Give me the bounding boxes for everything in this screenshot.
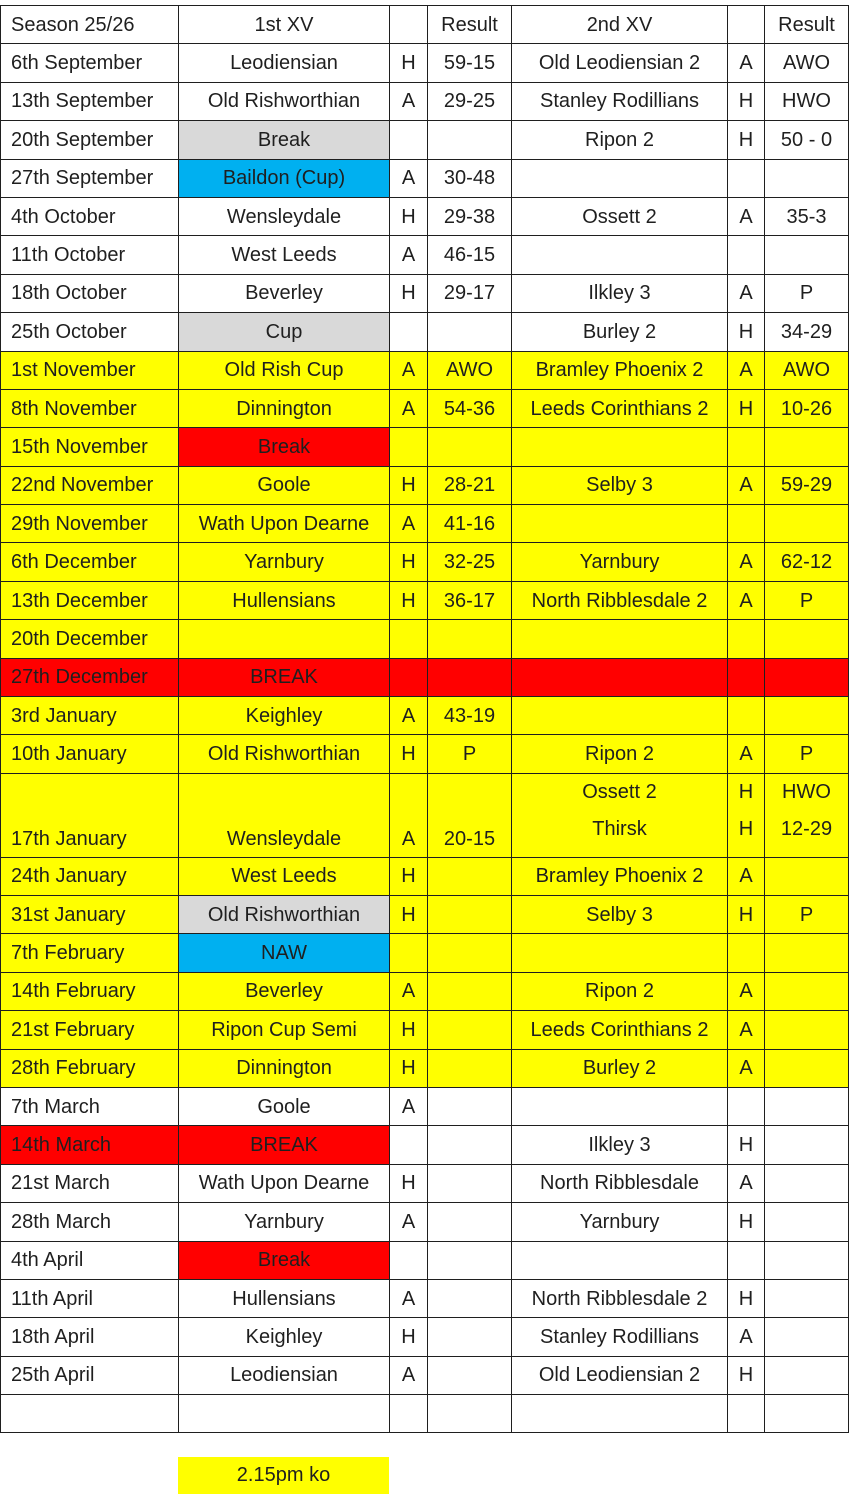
first-xv-opponent: Wath Upon Dearne — [179, 505, 390, 543]
second-xv-home-away: A — [728, 1049, 765, 1087]
first-xv-opponent: Ripon Cup Semi — [179, 1011, 390, 1049]
first-xv-home-away: A — [390, 972, 428, 1010]
fixture-row — [1, 896, 849, 934]
fixture-row — [1, 313, 849, 351]
first-xv-home-away: A — [390, 773, 428, 857]
second-xv-home-away — [728, 236, 765, 274]
second-xv-result — [765, 697, 849, 735]
first-xv-home-away: A — [390, 1279, 428, 1317]
second-xv-opponent: Leeds Corinthians 2 — [512, 1011, 728, 1049]
fixture-date: 20th December — [1, 620, 179, 658]
fixture-row — [1, 274, 849, 312]
second-xv-home-away — [728, 934, 765, 972]
second-xv-result — [765, 505, 849, 543]
second-xv-result — [765, 1049, 849, 1087]
second-xv-home-away: H — [728, 1356, 765, 1394]
first-xv-home-away — [390, 428, 428, 466]
second-xv-home-away: A — [728, 466, 765, 504]
fixture-date: 13th September — [1, 82, 179, 120]
first-xv-result: 41-16 — [428, 505, 512, 543]
header-2nd-xv: 2nd XV — [512, 6, 728, 44]
first-xv-result: 30-48 — [428, 159, 512, 197]
second-xv-result: 50 - 0 — [765, 121, 849, 159]
second-xv-result — [765, 1395, 849, 1433]
second-xv-home-away: H — [728, 121, 765, 159]
first-xv-home-away: H — [390, 274, 428, 312]
second-xv-opponent — [512, 620, 728, 658]
first-xv-opponent: Yarnbury — [179, 543, 390, 581]
first-xv-opponent: West Leeds — [179, 236, 390, 274]
first-xv-result — [428, 1241, 512, 1279]
fixture-row — [1, 934, 849, 972]
second-xv-result: 35-3 — [765, 197, 849, 235]
first-xv-result: 28-21 — [428, 466, 512, 504]
first-xv-opponent: Break — [179, 121, 390, 159]
first-xv-home-away: A — [390, 1203, 428, 1241]
second-xv-opponent: Stanley Rodillians — [512, 82, 728, 120]
second-xv-home-away: A — [728, 543, 765, 581]
first-xv-home-away — [390, 313, 428, 351]
first-xv-result — [428, 896, 512, 934]
first-xv-result: 29-25 — [428, 82, 512, 120]
first-xv-home-away: H — [390, 1011, 428, 1049]
second-xv-home-away: A — [728, 1318, 765, 1356]
first-xv-opponent: Cup — [179, 313, 390, 351]
second-xv-home-away-line-1: H — [738, 780, 754, 803]
second-xv-opponent: North Ribblesdale — [512, 1164, 728, 1202]
fixture-row — [1, 121, 849, 159]
first-xv-opponent: Goole — [179, 466, 390, 504]
first-xv-opponent: Leodiensian — [179, 1356, 390, 1394]
first-xv-result: 36-17 — [428, 581, 512, 619]
second-xv-opponent: Ripon 2 — [512, 735, 728, 773]
first-xv-opponent: Beverley — [179, 274, 390, 312]
first-xv-result: P — [428, 735, 512, 773]
first-xv-result — [428, 658, 512, 696]
second-xv-home-away: A — [728, 351, 765, 389]
second-xv-home-away — [728, 1395, 765, 1433]
second-xv-opponent-line-2: Thirsk — [592, 817, 647, 840]
second-xv-opponent: Ripon 2 — [512, 121, 728, 159]
first-xv-home-away — [390, 121, 428, 159]
fixture-row — [1, 505, 849, 543]
second-xv-opponent: Yarnbury — [512, 543, 728, 581]
fixture-date: 24th January — [1, 857, 179, 895]
fixture-row — [1, 197, 849, 235]
fixtures-table — [0, 5, 849, 1433]
second-xv-home-away — [728, 1241, 765, 1279]
first-xv-result — [428, 1356, 512, 1394]
first-xv-opponent: Old Rishworthian — [179, 82, 390, 120]
first-xv-opponent: Beverley — [179, 972, 390, 1010]
second-xv-result: P — [765, 274, 849, 312]
first-xv-home-away: A — [390, 1087, 428, 1125]
second-xv-home-away — [728, 428, 765, 466]
fixture-date: 4th October — [1, 197, 179, 235]
kickoff-key: 2.15pm ko — [178, 1457, 389, 1494]
second-xv-result — [765, 773, 849, 857]
fixture-date: 20th September — [1, 121, 179, 159]
first-xv-opponent: Keighley — [179, 697, 390, 735]
first-xv-opponent — [179, 620, 390, 658]
header-2nd-result: Result — [765, 6, 849, 44]
second-xv-home-away: A — [728, 581, 765, 619]
fixture-row — [1, 581, 849, 619]
second-xv-home-away: A — [728, 197, 765, 235]
fixture-row — [1, 1356, 849, 1394]
fixture-date: 27th September — [1, 159, 179, 197]
first-xv-home-away: H — [390, 735, 428, 773]
second-xv-home-away: H — [728, 1203, 765, 1241]
first-xv-home-away: H — [390, 197, 428, 235]
fixture-row — [1, 82, 849, 120]
first-xv-result — [428, 1126, 512, 1164]
fixture-row — [1, 697, 849, 735]
second-xv-result — [765, 857, 849, 895]
first-xv-result — [428, 1395, 512, 1433]
second-xv-result — [765, 159, 849, 197]
fixture-date: 21st February — [1, 1011, 179, 1049]
second-xv-result — [765, 428, 849, 466]
second-xv-opponent: Yarnbury — [512, 1203, 728, 1241]
first-xv-home-away: A — [390, 697, 428, 735]
first-xv-result — [428, 313, 512, 351]
second-xv-opponent — [512, 428, 728, 466]
second-xv-result — [765, 1087, 849, 1125]
first-xv-opponent: NAW — [179, 934, 390, 972]
fixture-row — [1, 1279, 849, 1317]
fixture-row — [1, 389, 849, 427]
fixture-row — [1, 1049, 849, 1087]
fixture-row — [1, 351, 849, 389]
first-xv-home-away: A — [390, 236, 428, 274]
fixture-row — [1, 236, 849, 274]
first-xv-home-away: A — [390, 351, 428, 389]
second-xv-result: 62-12 — [765, 543, 849, 581]
second-xv-result: 34-29 — [765, 313, 849, 351]
fixture-row — [1, 658, 849, 696]
first-xv-opponent: BREAK — [179, 658, 390, 696]
second-xv-result: HWO — [765, 82, 849, 120]
second-xv-opponent: Old Leodiensian 2 — [512, 44, 728, 82]
second-xv-opponent: Bramley Phoenix 2 — [512, 351, 728, 389]
second-xv-result — [765, 1126, 849, 1164]
second-xv-opponent: Old Leodiensian 2 — [512, 1356, 728, 1394]
second-xv-home-away — [728, 773, 765, 857]
first-xv-home-away: H — [390, 1049, 428, 1087]
second-xv-home-away-line-2: H — [738, 817, 754, 840]
second-xv-result-line-2: 12-29 — [780, 817, 833, 840]
first-xv-opponent — [179, 1395, 390, 1433]
fixture-date: 17th January — [1, 773, 179, 857]
fixture-row — [1, 44, 849, 82]
first-xv-result — [428, 1164, 512, 1202]
second-xv-result — [765, 1279, 849, 1317]
first-xv-home-away — [390, 658, 428, 696]
first-xv-home-away — [390, 620, 428, 658]
fixture-row — [1, 1203, 849, 1241]
fixture-row — [1, 1087, 849, 1125]
first-xv-opponent: Wath Upon Dearne — [179, 1164, 390, 1202]
fixture-date: 31st January — [1, 896, 179, 934]
second-xv-result — [765, 1203, 849, 1241]
first-xv-home-away: H — [390, 466, 428, 504]
first-xv-home-away: A — [390, 389, 428, 427]
fixture-date: 25th October — [1, 313, 179, 351]
first-xv-home-away: H — [390, 543, 428, 581]
second-xv-result — [765, 1164, 849, 1202]
second-xv-opponent: Selby 3 — [512, 896, 728, 934]
second-xv-home-away: A — [728, 735, 765, 773]
fixture-date: 8th November — [1, 389, 179, 427]
fixture-date: 22nd November — [1, 466, 179, 504]
first-xv-result — [428, 1203, 512, 1241]
first-xv-home-away: H — [390, 581, 428, 619]
second-xv-home-away — [728, 159, 765, 197]
first-xv-home-away: H — [390, 44, 428, 82]
first-xv-opponent: Wensleydale — [179, 197, 390, 235]
second-xv-opponent: North Ribblesdale 2 — [512, 1279, 728, 1317]
second-xv-home-away: A — [728, 857, 765, 895]
fixture-date: 18th April — [1, 1318, 179, 1356]
second-xv-result: P — [765, 581, 849, 619]
first-xv-result: 20-15 — [428, 773, 512, 857]
second-xv-result — [765, 620, 849, 658]
first-xv-result: 29-38 — [428, 197, 512, 235]
header-1st-xv: 1st XV — [179, 6, 390, 44]
second-xv-home-away — [728, 505, 765, 543]
first-xv-opponent: Old Rishworthian — [179, 735, 390, 773]
header-2nd-ha — [728, 6, 765, 44]
first-xv-home-away — [390, 1395, 428, 1433]
second-xv-opponent — [512, 236, 728, 274]
second-xv-result — [765, 972, 849, 1010]
fixture-date: 11th April — [1, 1279, 179, 1317]
first-xv-opponent: Goole — [179, 1087, 390, 1125]
first-xv-opponent: Break — [179, 1241, 390, 1279]
second-xv-opponent: Ossett 2 — [512, 197, 728, 235]
first-xv-result — [428, 121, 512, 159]
fixture-date: 7th March — [1, 1087, 179, 1125]
second-xv-opponent: Selby 3 — [512, 466, 728, 504]
first-xv-home-away — [390, 934, 428, 972]
fixture-row — [1, 1395, 849, 1433]
second-xv-home-away — [728, 1087, 765, 1125]
fixture-date: 14th February — [1, 972, 179, 1010]
header-1st-ha — [390, 6, 428, 44]
second-xv-home-away: A — [728, 274, 765, 312]
second-xv-home-away: H — [728, 1126, 765, 1164]
first-xv-result — [428, 1049, 512, 1087]
first-xv-opponent: Baildon (Cup) — [179, 159, 390, 197]
fixture-date: 21st March — [1, 1164, 179, 1202]
second-xv-opponent — [512, 1395, 728, 1433]
second-xv-opponent: Ilkley 3 — [512, 274, 728, 312]
first-xv-opponent: Leodiensian — [179, 44, 390, 82]
second-xv-home-away: H — [728, 1279, 765, 1317]
second-xv-home-away: A — [728, 972, 765, 1010]
header-row — [1, 6, 849, 44]
fixture-date: 14th March — [1, 1126, 179, 1164]
first-xv-result: 43-19 — [428, 697, 512, 735]
first-xv-opponent: Hullensians — [179, 581, 390, 619]
second-xv-result: 59-29 — [765, 466, 849, 504]
fixture-date: 29th November — [1, 505, 179, 543]
first-xv-result: 32-25 — [428, 543, 512, 581]
second-xv-home-away: H — [728, 313, 765, 351]
fixture-date: 6th December — [1, 543, 179, 581]
fixture-date: 11th October — [1, 236, 179, 274]
first-xv-result — [428, 1087, 512, 1125]
second-xv-opponent: Stanley Rodillians — [512, 1318, 728, 1356]
first-xv-opponent: Hullensians — [179, 1279, 390, 1317]
second-xv-opponent — [512, 159, 728, 197]
first-xv-home-away: H — [390, 857, 428, 895]
second-xv-opponent: Bramley Phoenix 2 — [512, 857, 728, 895]
second-xv-result: AWO — [765, 44, 849, 82]
first-xv-opponent: Old Rish Cup — [179, 351, 390, 389]
fixture-date: 15th November — [1, 428, 179, 466]
second-xv-opponent — [512, 934, 728, 972]
fixture-date: 3rd January — [1, 697, 179, 735]
first-xv-result: AWO — [428, 351, 512, 389]
first-xv-opponent: Dinnington — [179, 1049, 390, 1087]
fixture-date: 27th December — [1, 658, 179, 696]
first-xv-result — [428, 1279, 512, 1317]
fixture-date: 6th September — [1, 44, 179, 82]
fixture-date: 4th April — [1, 1241, 179, 1279]
second-xv-home-away: A — [728, 1164, 765, 1202]
second-xv-result: P — [765, 896, 849, 934]
second-xv-opponent — [512, 1241, 728, 1279]
first-xv-home-away: A — [390, 505, 428, 543]
fixture-row — [1, 773, 849, 857]
second-xv-result — [765, 236, 849, 274]
fixture-row — [1, 620, 849, 658]
first-xv-opponent: Break — [179, 428, 390, 466]
second-xv-result-line-1: HWO — [782, 780, 831, 803]
fixture-date: 28th February — [1, 1049, 179, 1087]
first-xv-result: 46-15 — [428, 236, 512, 274]
first-xv-opponent: Keighley — [179, 1318, 390, 1356]
second-xv-opponent: Burley 2 — [512, 313, 728, 351]
fixture-row — [1, 466, 849, 504]
second-xv-result — [765, 1318, 849, 1356]
fixture-date: 25th April — [1, 1356, 179, 1394]
first-xv-home-away: A — [390, 82, 428, 120]
second-xv-home-away: A — [728, 1011, 765, 1049]
fixture-row — [1, 543, 849, 581]
second-xv-result: P — [765, 735, 849, 773]
first-xv-result — [428, 1011, 512, 1049]
first-xv-result — [428, 620, 512, 658]
first-xv-result — [428, 1318, 512, 1356]
second-xv-opponent: Ilkley 3 — [512, 1126, 728, 1164]
second-xv-opponent — [512, 773, 728, 857]
header-1st-result: Result — [428, 6, 512, 44]
first-xv-opponent: West Leeds — [179, 857, 390, 895]
second-xv-result — [765, 934, 849, 972]
first-xv-opponent: Wensleydale — [179, 773, 390, 857]
fixture-row — [1, 1126, 849, 1164]
second-xv-opponent: Ripon 2 — [512, 972, 728, 1010]
second-xv-result — [765, 1241, 849, 1279]
fixture-row — [1, 1241, 849, 1279]
second-xv-result — [765, 1356, 849, 1394]
second-xv-home-away: H — [728, 896, 765, 934]
first-xv-opponent: Yarnbury — [179, 1203, 390, 1241]
second-xv-home-away — [728, 697, 765, 735]
second-xv-result: 10-26 — [765, 389, 849, 427]
first-xv-result — [428, 934, 512, 972]
first-xv-result: 29-17 — [428, 274, 512, 312]
fixture-row — [1, 159, 849, 197]
first-xv-result: 59-15 — [428, 44, 512, 82]
first-xv-home-away: A — [390, 159, 428, 197]
first-xv-result — [428, 428, 512, 466]
fixture-row — [1, 428, 849, 466]
header-season: Season 25/26 — [1, 6, 179, 44]
first-xv-opponent: BREAK — [179, 1126, 390, 1164]
fixture-row — [1, 1011, 849, 1049]
first-xv-opponent: Dinnington — [179, 389, 390, 427]
second-xv-opponent — [512, 1087, 728, 1125]
second-xv-home-away — [728, 620, 765, 658]
first-xv-home-away: H — [390, 1318, 428, 1356]
first-xv-result: 54-36 — [428, 389, 512, 427]
second-xv-result — [765, 658, 849, 696]
second-xv-opponent — [512, 658, 728, 696]
first-xv-opponent: Old Rishworthian — [179, 896, 390, 934]
second-xv-result: AWO — [765, 351, 849, 389]
first-xv-home-away: H — [390, 896, 428, 934]
second-xv-opponent: Leeds Corinthians 2 — [512, 389, 728, 427]
first-xv-home-away — [390, 1241, 428, 1279]
second-xv-opponent — [512, 505, 728, 543]
fixture-date — [1, 1395, 179, 1433]
first-xv-home-away: H — [390, 1164, 428, 1202]
first-xv-result — [428, 857, 512, 895]
fixture-date: 13th December — [1, 581, 179, 619]
first-xv-home-away — [390, 1126, 428, 1164]
first-xv-home-away: A — [390, 1356, 428, 1394]
second-xv-home-away: H — [728, 389, 765, 427]
second-xv-home-away: H — [728, 82, 765, 120]
fixture-row — [1, 1164, 849, 1202]
second-xv-result — [765, 1011, 849, 1049]
second-xv-opponent-line-1: Ossett 2 — [582, 780, 657, 803]
second-xv-opponent: Burley 2 — [512, 1049, 728, 1087]
first-xv-result — [428, 972, 512, 1010]
second-xv-opponent — [512, 697, 728, 735]
fixture-date: 18th October — [1, 274, 179, 312]
fixture-row — [1, 972, 849, 1010]
second-xv-opponent: North Ribblesdale 2 — [512, 581, 728, 619]
fixture-row — [1, 1318, 849, 1356]
fixture-date: 10th January — [1, 735, 179, 773]
fixture-date: 28th March — [1, 1203, 179, 1241]
second-xv-home-away — [728, 658, 765, 696]
fixture-row — [1, 857, 849, 895]
fixture-date: 1st November — [1, 351, 179, 389]
fixture-date: 7th February — [1, 934, 179, 972]
second-xv-home-away: A — [728, 44, 765, 82]
fixture-row — [1, 735, 849, 773]
